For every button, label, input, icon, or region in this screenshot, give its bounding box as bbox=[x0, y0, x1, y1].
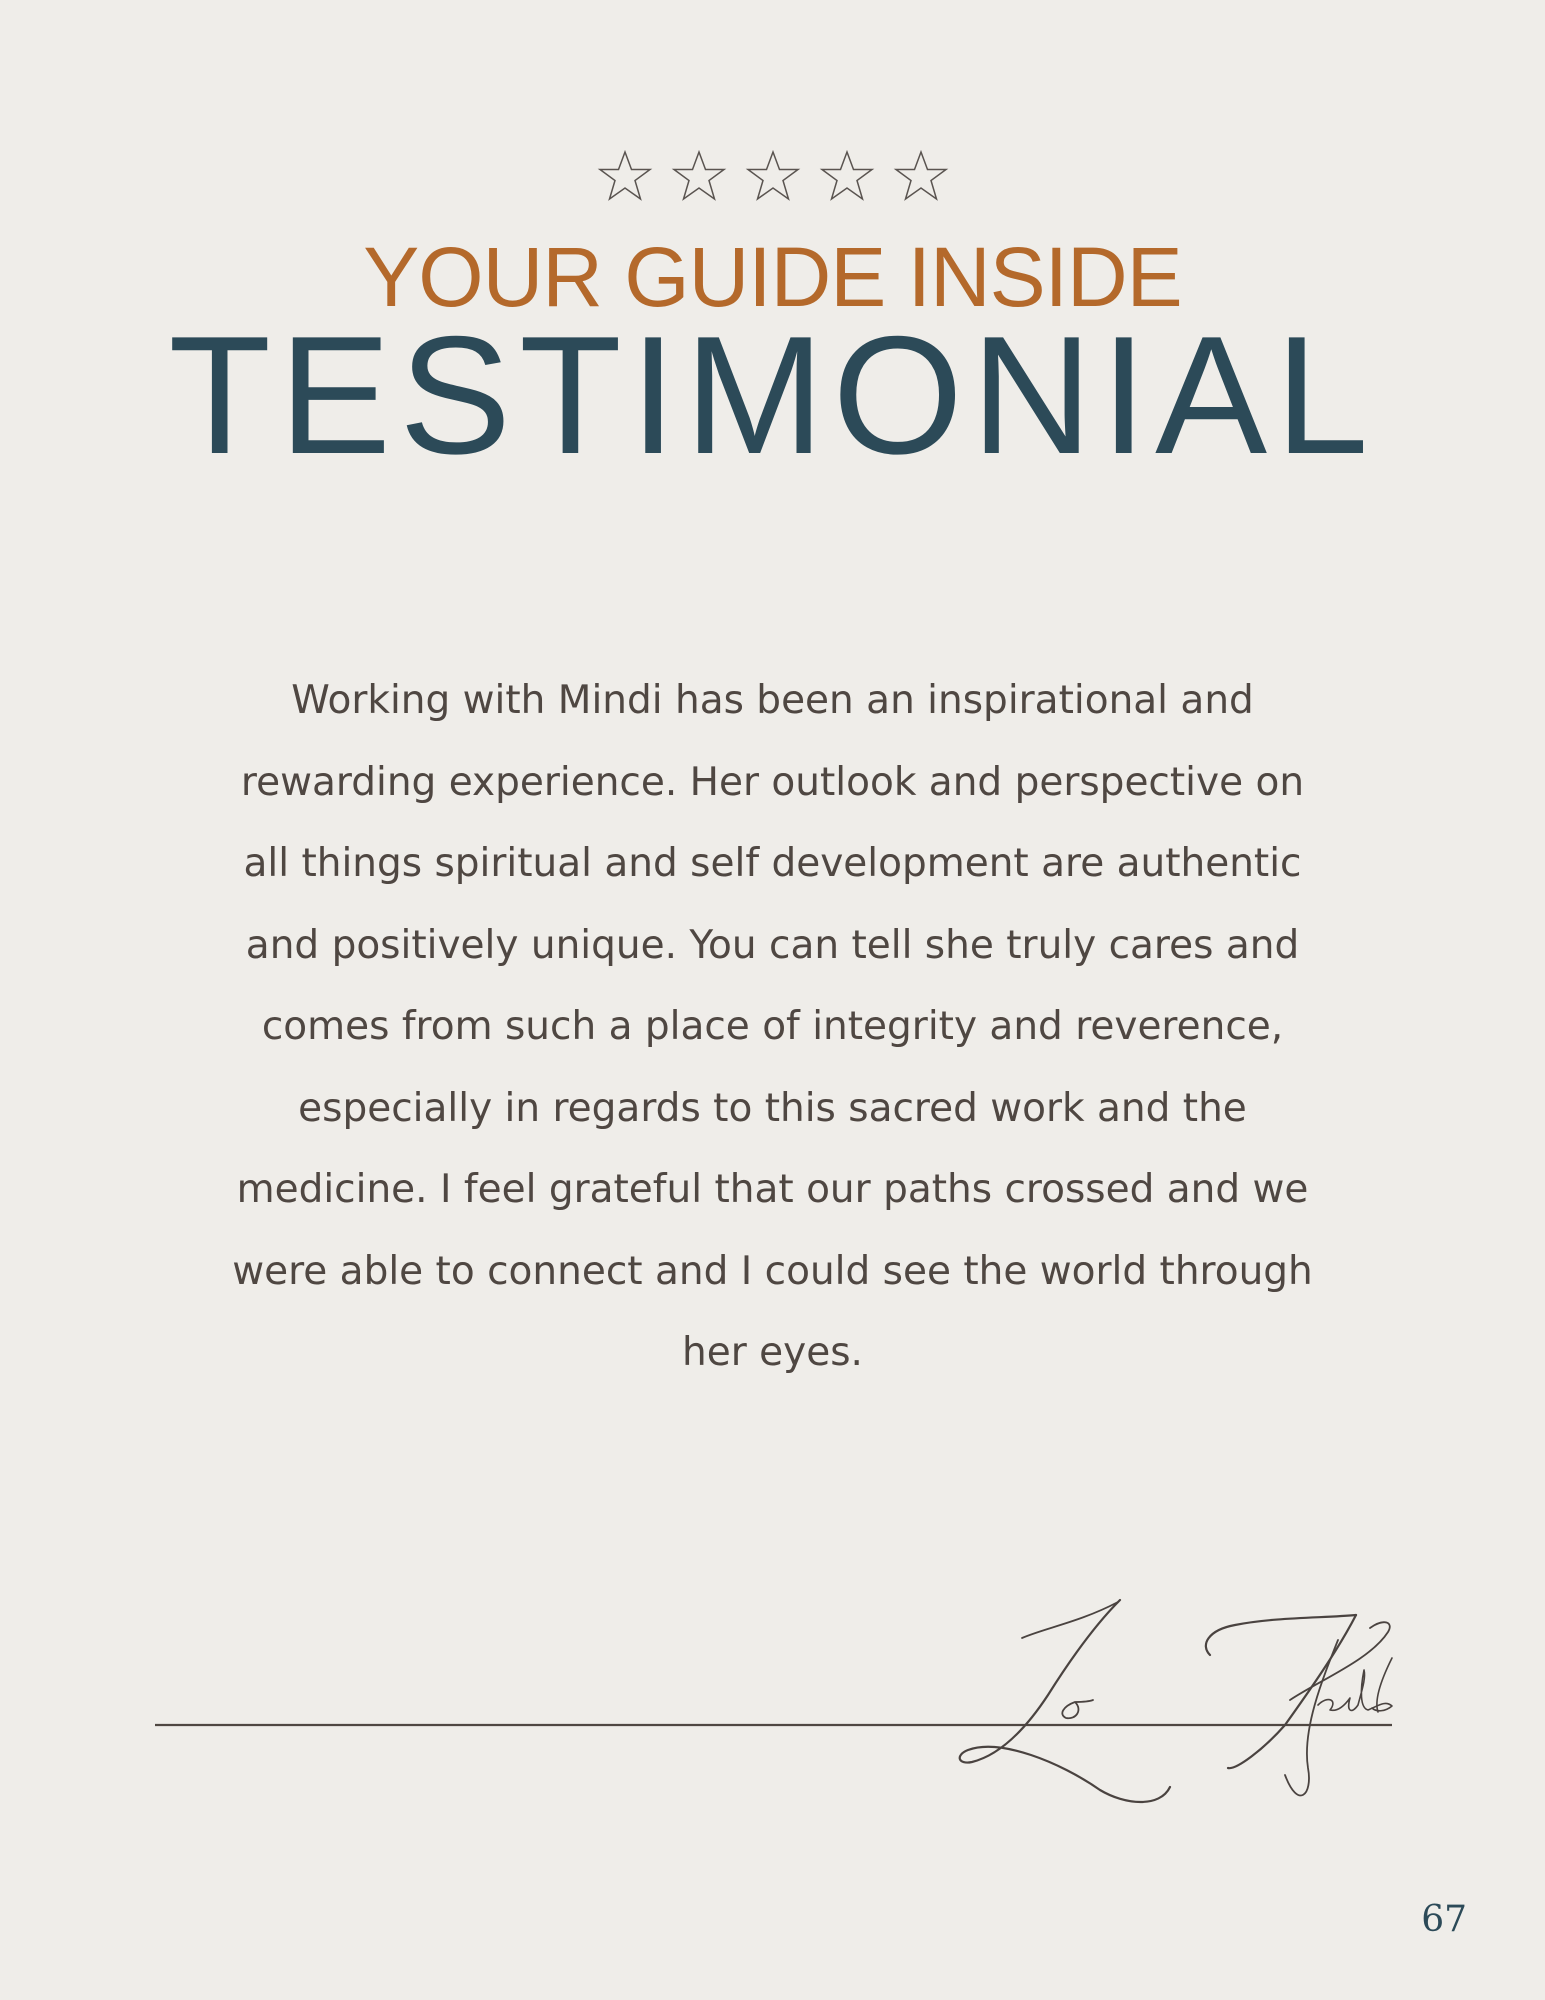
page-title: TESTIMONIAL bbox=[168, 301, 1377, 489]
testimonial-text: Working with Mindi has been an inspirational and rewarding experience. Her outlook and perspective on all things spiritual and self development are authentic and positively unique. You can tell she truly cares and comes from such a place of integrity and reverence, especially in regards to this sacred work and the medicine. I feel grateful that our paths crossed and we were able to connect and I could see the world through her eyes. bbox=[232, 678, 1313, 1375]
eyebrow-heading: YOUR GUIDE INSIDE bbox=[363, 230, 1182, 324]
page-number: 67 bbox=[1421, 1899, 1467, 1940]
handwritten-signature bbox=[960, 1600, 1392, 1802]
